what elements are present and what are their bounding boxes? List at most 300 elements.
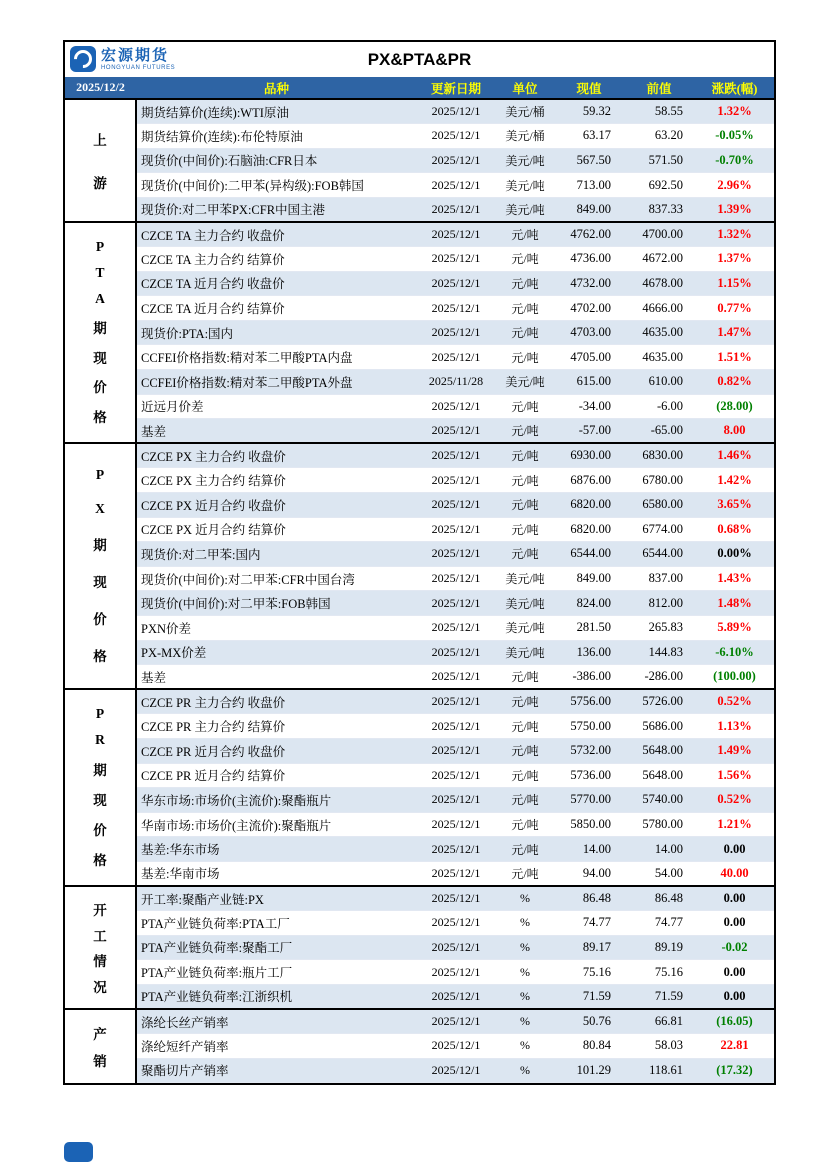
- table-row: [65, 542, 774, 567]
- cell-current: -386.00: [555, 665, 623, 690]
- section-pta: [65, 222, 774, 443]
- cell-previous: -65.00: [623, 419, 695, 444]
- table-row: [65, 763, 774, 788]
- cell-date: 2025/12/1: [417, 124, 495, 149]
- cell-date: 2025/12/1: [417, 812, 495, 837]
- cell-current: 59.32: [555, 99, 623, 124]
- cell-date: 2025/12/1: [417, 148, 495, 173]
- cell-unit: 元/吨: [495, 812, 555, 837]
- cell-date: 2025/12/1: [417, 320, 495, 345]
- cell-unit: 元/吨: [495, 443, 555, 468]
- table-row: [65, 640, 774, 665]
- cell-unit: %: [495, 1034, 555, 1059]
- cell-current: 4732.00: [555, 271, 623, 296]
- cell-unit: 元/吨: [495, 468, 555, 493]
- cell-current: 567.50: [555, 148, 623, 173]
- cell-previous: 4666.00: [623, 296, 695, 321]
- section-label-pr: [65, 689, 136, 886]
- cell-date: 2025/12/1: [417, 689, 495, 714]
- cell-current: 4703.00: [555, 320, 623, 345]
- cell-variety: CCFEI价格指数:精对苯二甲酸PTA外盘: [136, 370, 417, 395]
- cell-previous: 118.61: [623, 1058, 695, 1083]
- cell-unit: 元/吨: [495, 517, 555, 542]
- cell-change: 0.52%: [695, 689, 774, 714]
- cell-current: 5736.00: [555, 763, 623, 788]
- cell-unit: 元/吨: [495, 714, 555, 739]
- cell-variety: 基差: [136, 419, 417, 444]
- cell-variety: CZCE PX 主力合约 结算价: [136, 468, 417, 493]
- cell-current: -57.00: [555, 419, 623, 444]
- cell-previous: 6544.00: [623, 542, 695, 567]
- cell-variety: 近远月价差: [136, 394, 417, 419]
- table-row: [65, 689, 774, 714]
- cell-unit: 美元/桶: [495, 99, 555, 124]
- section-label-operating: [65, 886, 136, 1009]
- table-row: [65, 911, 774, 936]
- table-row: [65, 443, 774, 468]
- cell-current: 5732.00: [555, 738, 623, 763]
- cell-date: 2025/12/1: [417, 591, 495, 616]
- cell-variety: 基差: [136, 665, 417, 690]
- cell-current: 63.17: [555, 124, 623, 149]
- table-row: [65, 1034, 774, 1059]
- cell-variety: CZCE PR 近月合约 收盘价: [136, 738, 417, 763]
- cell-current: 5770.00: [555, 788, 623, 813]
- cell-previous: 571.50: [623, 148, 695, 173]
- cell-previous: 6780.00: [623, 468, 695, 493]
- table-row: [65, 419, 774, 444]
- cell-change: -0.70%: [695, 148, 774, 173]
- cell-unit: 元/吨: [495, 861, 555, 886]
- cell-previous: 58.03: [623, 1034, 695, 1059]
- brand-subtitle: HONGYUAN FUTURES: [101, 64, 176, 71]
- table-row: [65, 1058, 774, 1083]
- cell-variety: 现货价(中间价):石脑油:CFR日本: [136, 148, 417, 173]
- cell-previous: 71.59: [623, 984, 695, 1009]
- cell-change: 5.89%: [695, 615, 774, 640]
- cell-current: 101.29: [555, 1058, 623, 1083]
- cell-previous: 63.20: [623, 124, 695, 149]
- cell-previous: 4672.00: [623, 247, 695, 272]
- cell-date: 2025/12/1: [417, 984, 495, 1009]
- cell-unit: 美元/吨: [495, 148, 555, 173]
- table-row: [65, 591, 774, 616]
- cell-change: 0.00: [695, 886, 774, 911]
- cell-unit: 元/吨: [495, 320, 555, 345]
- cell-previous: 5726.00: [623, 689, 695, 714]
- cell-previous: 4635.00: [623, 345, 695, 370]
- cell-unit: 元/吨: [495, 296, 555, 321]
- section-sales: [65, 1009, 774, 1083]
- cell-unit: 元/吨: [495, 271, 555, 296]
- cell-variety: CZCE TA 近月合约 收盘价: [136, 271, 417, 296]
- cell-change: 0.00: [695, 984, 774, 1009]
- cell-date: 2025/11/28: [417, 370, 495, 395]
- cell-variety: CZCE PR 主力合约 收盘价: [136, 689, 417, 714]
- col-header-current: 现值: [576, 81, 602, 96]
- cell-unit: 元/吨: [495, 689, 555, 714]
- cell-change: 40.00: [695, 861, 774, 886]
- cell-date: 2025/12/1: [417, 296, 495, 321]
- cell-change: (100.00): [695, 665, 774, 690]
- cell-date: 2025/12/1: [417, 714, 495, 739]
- table-row: [65, 148, 774, 173]
- cell-variety: CZCE TA 主力合约 结算价: [136, 247, 417, 272]
- table-row: [65, 493, 774, 518]
- table-row: [65, 271, 774, 296]
- cell-current: 4736.00: [555, 247, 623, 272]
- cell-previous: 5648.00: [623, 738, 695, 763]
- cell-change: 1.39%: [695, 197, 774, 222]
- cell-variety: 基差:华东市场: [136, 837, 417, 862]
- cell-change: 1.43%: [695, 566, 774, 591]
- cell-previous: 6580.00: [623, 493, 695, 518]
- cell-current: 94.00: [555, 861, 623, 886]
- cell-current: 849.00: [555, 566, 623, 591]
- cell-variety: CZCE PR 近月合约 结算价: [136, 763, 417, 788]
- cell-date: 2025/12/1: [417, 468, 495, 493]
- cell-change: 1.32%: [695, 99, 774, 124]
- cell-date: 2025/12/1: [417, 640, 495, 665]
- cell-variety: PTA产业链负荷率:PTA工厂: [136, 911, 417, 936]
- cell-date: 2025/12/1: [417, 247, 495, 272]
- cell-date: 2025/12/1: [417, 665, 495, 690]
- cell-unit: %: [495, 886, 555, 911]
- cell-change: 1.13%: [695, 714, 774, 739]
- table-row: [65, 960, 774, 985]
- cell-previous: 837.33: [623, 197, 695, 222]
- col-header-update-date: 更新日期: [430, 81, 481, 96]
- table-row: [65, 296, 774, 321]
- cell-variety: CZCE PX 近月合约 收盘价: [136, 493, 417, 518]
- cell-previous: 265.83: [623, 615, 695, 640]
- section-label-text: 上 游: [93, 132, 107, 191]
- table-row: [65, 738, 774, 763]
- cell-change: 0.00%: [695, 542, 774, 567]
- cell-previous: -6.00: [623, 394, 695, 419]
- table-row: [65, 468, 774, 493]
- cell-date: 2025/12/1: [417, 271, 495, 296]
- cell-change: 1.42%: [695, 468, 774, 493]
- section-label-text: P X 期 现 价 格: [93, 467, 107, 665]
- cell-variety: CZCE TA 主力合约 收盘价: [136, 222, 417, 247]
- cell-variety: CCFEI价格指数:精对苯二甲酸PTA内盘: [136, 345, 417, 370]
- cell-date: 2025/12/1: [417, 222, 495, 247]
- cell-current: 14.00: [555, 837, 623, 862]
- cell-current: 86.48: [555, 886, 623, 911]
- cell-change: 0.77%: [695, 296, 774, 321]
- cell-unit: 元/吨: [495, 763, 555, 788]
- cell-date: 2025/12/1: [417, 443, 495, 468]
- cell-previous: 144.83: [623, 640, 695, 665]
- cell-current: 6820.00: [555, 493, 623, 518]
- section-upstream: [65, 99, 774, 222]
- col-header-variety: 品种: [263, 81, 289, 96]
- cell-unit: 美元/吨: [495, 370, 555, 395]
- table-row: [65, 320, 774, 345]
- cell-previous: 14.00: [623, 837, 695, 862]
- cell-change: 1.47%: [695, 320, 774, 345]
- table-row: [65, 788, 774, 813]
- cell-current: -34.00: [555, 394, 623, 419]
- cell-change: 2.96%: [695, 173, 774, 198]
- cell-previous: 5780.00: [623, 812, 695, 837]
- cell-unit: 美元/吨: [495, 591, 555, 616]
- cell-change: 0.00: [695, 837, 774, 862]
- section-label-pta: [65, 222, 136, 443]
- table-row: [65, 837, 774, 862]
- table-row: [65, 714, 774, 739]
- cell-current: 5756.00: [555, 689, 623, 714]
- cell-unit: 美元/吨: [495, 173, 555, 198]
- section-label-text: 产 销: [93, 1026, 107, 1069]
- cell-date: 2025/12/1: [417, 99, 495, 124]
- table-row: [65, 197, 774, 222]
- cell-variety: 现货价(中间价):二甲苯(异构级):FOB韩国: [136, 173, 417, 198]
- cell-current: 849.00: [555, 197, 623, 222]
- cell-variety: 华南市场:市场价(主流价):聚酯瓶片: [136, 812, 417, 837]
- cell-unit: %: [495, 935, 555, 960]
- cell-change: 1.51%: [695, 345, 774, 370]
- cell-unit: 元/吨: [495, 837, 555, 862]
- cell-current: 6930.00: [555, 443, 623, 468]
- cell-current: 74.77: [555, 911, 623, 936]
- cell-unit: 美元/桶: [495, 124, 555, 149]
- table-row: [65, 345, 774, 370]
- cell-current: 824.00: [555, 591, 623, 616]
- cell-change: 0.00: [695, 960, 774, 985]
- cell-unit: %: [495, 1009, 555, 1034]
- cell-change: -0.05%: [695, 124, 774, 149]
- table-row: [65, 222, 774, 247]
- cell-date: 2025/12/1: [417, 542, 495, 567]
- cell-current: 71.59: [555, 984, 623, 1009]
- cell-date: 2025/12/1: [417, 197, 495, 222]
- table-header-row: [65, 77, 774, 99]
- cell-previous: 812.00: [623, 591, 695, 616]
- cell-unit: 元/吨: [495, 419, 555, 444]
- cell-previous: 86.48: [623, 886, 695, 911]
- cell-current: 80.84: [555, 1034, 623, 1059]
- cell-change: 1.46%: [695, 443, 774, 468]
- cell-previous: 692.50: [623, 173, 695, 198]
- cell-date: 2025/12/1: [417, 738, 495, 763]
- cell-previous: 58.55: [623, 99, 695, 124]
- cell-previous: 5648.00: [623, 763, 695, 788]
- cell-date: 2025/12/1: [417, 861, 495, 886]
- section-label-text: P R 期 现 价 格: [93, 706, 107, 868]
- cell-current: 50.76: [555, 1009, 623, 1034]
- cell-variety: 开工率:聚酯产业链:PX: [136, 886, 417, 911]
- cell-date: 2025/12/1: [417, 935, 495, 960]
- cell-date: 2025/12/1: [417, 837, 495, 862]
- cell-change: 1.15%: [695, 271, 774, 296]
- cell-previous: 6774.00: [623, 517, 695, 542]
- cell-change: (28.00): [695, 394, 774, 419]
- table-row: [65, 886, 774, 911]
- cell-date: 2025/12/1: [417, 960, 495, 985]
- table-row: [65, 394, 774, 419]
- cell-unit: 元/吨: [495, 542, 555, 567]
- cell-previous: 75.16: [623, 960, 695, 985]
- section-label-text: 开 工 情 况: [93, 902, 107, 996]
- cell-current: 4705.00: [555, 345, 623, 370]
- report-header: [65, 42, 774, 77]
- cell-unit: 元/吨: [495, 345, 555, 370]
- cell-current: 6544.00: [555, 542, 623, 567]
- section-label-sales: [65, 1009, 136, 1083]
- data-table: [65, 77, 774, 1083]
- cell-previous: 4635.00: [623, 320, 695, 345]
- table-row: [65, 935, 774, 960]
- cell-date: 2025/12/1: [417, 1009, 495, 1034]
- cell-current: 6820.00: [555, 517, 623, 542]
- section-label-text: P T A 期 现 价 格: [93, 238, 107, 426]
- cell-date: 2025/12/1: [417, 615, 495, 640]
- cell-variety: 现货价:对二甲苯PX:CFR中国主港: [136, 197, 417, 222]
- table-row: [65, 665, 774, 690]
- table-row: [65, 99, 774, 124]
- cell-unit: 元/吨: [495, 665, 555, 690]
- cell-variety: 现货价(中间价):对二甲苯:FOB韩国: [136, 591, 417, 616]
- cell-date: 2025/12/1: [417, 173, 495, 198]
- cell-date: 2025/12/1: [417, 911, 495, 936]
- next-page-logo-fragment: [64, 1142, 93, 1162]
- cell-unit: %: [495, 1058, 555, 1083]
- cell-date: 2025/12/1: [417, 1058, 495, 1083]
- cell-previous: 4678.00: [623, 271, 695, 296]
- cell-date: 2025/12/1: [417, 419, 495, 444]
- cell-variety: 聚酯切片产销率: [136, 1058, 417, 1083]
- cell-unit: 元/吨: [495, 247, 555, 272]
- cell-previous: 74.77: [623, 911, 695, 936]
- cell-previous: 89.19: [623, 935, 695, 960]
- cell-unit: %: [495, 911, 555, 936]
- cell-previous: 5740.00: [623, 788, 695, 813]
- cell-date: 2025/12/1: [417, 788, 495, 813]
- table-row: [65, 861, 774, 886]
- cell-previous: 610.00: [623, 370, 695, 395]
- cell-change: 1.49%: [695, 738, 774, 763]
- table-row: [65, 124, 774, 149]
- brand-name: 宏源期货: [101, 46, 170, 64]
- cell-change: (17.32): [695, 1058, 774, 1083]
- table-row: [65, 247, 774, 272]
- cell-unit: 元/吨: [495, 493, 555, 518]
- table-row: [65, 566, 774, 591]
- table-head: [65, 77, 774, 99]
- cell-date: 2025/12/1: [417, 1034, 495, 1059]
- cell-change: 0.00: [695, 911, 774, 936]
- cell-current: 75.16: [555, 960, 623, 985]
- report-frame: [63, 40, 776, 1085]
- section-operating: [65, 886, 774, 1009]
- cell-date: 2025/12/1: [417, 517, 495, 542]
- cell-unit: %: [495, 984, 555, 1009]
- cell-unit: 元/吨: [495, 394, 555, 419]
- cell-date: 2025/12/1: [417, 886, 495, 911]
- cell-variety: 现货价:对二甲苯:国内: [136, 542, 417, 567]
- cell-variety: CZCE TA 近月合约 结算价: [136, 296, 417, 321]
- cell-variety: 现货价:PTA:国内: [136, 320, 417, 345]
- table-row: [65, 812, 774, 837]
- cell-change: 3.65%: [695, 493, 774, 518]
- cell-previous: 4700.00: [623, 222, 695, 247]
- cell-previous: 6830.00: [623, 443, 695, 468]
- cell-current: 4762.00: [555, 222, 623, 247]
- cell-unit: 美元/吨: [495, 640, 555, 665]
- cell-change: 1.48%: [695, 591, 774, 616]
- cell-previous: 837.00: [623, 566, 695, 591]
- cell-variety: CZCE PX 主力合约 收盘价: [136, 443, 417, 468]
- cell-date: 2025/12/1: [417, 345, 495, 370]
- cell-current: 4702.00: [555, 296, 623, 321]
- table-row: [65, 1009, 774, 1034]
- cell-unit: 元/吨: [495, 222, 555, 247]
- table-row: [65, 173, 774, 198]
- cell-date: 2025/12/1: [417, 394, 495, 419]
- section-label-upstream: [65, 99, 136, 222]
- cell-unit: 美元/吨: [495, 566, 555, 591]
- cell-variety: 华东市场:市场价(主流价):聚酯瓶片: [136, 788, 417, 813]
- cell-change: (16.05): [695, 1009, 774, 1034]
- cell-unit: 元/吨: [495, 788, 555, 813]
- cell-date: 2025/12/1: [417, 763, 495, 788]
- cell-variety: PTA产业链负荷率:江浙织机: [136, 984, 417, 1009]
- table-row: [65, 984, 774, 1009]
- table-row: [65, 615, 774, 640]
- cell-variety: PTA产业链负荷率:瓶片工厂: [136, 960, 417, 985]
- table-row: [65, 517, 774, 542]
- cell-previous: 66.81: [623, 1009, 695, 1034]
- cell-date: 2025/12/1: [417, 493, 495, 518]
- cell-previous: 54.00: [623, 861, 695, 886]
- cell-variety: 期货结算价(连续):布伦特原油: [136, 124, 417, 149]
- cell-variety: 现货价(中间价):对二甲苯:CFR中国台湾: [136, 566, 417, 591]
- cell-previous: 5686.00: [623, 714, 695, 739]
- cell-current: 6876.00: [555, 468, 623, 493]
- cell-variety: 涤纶长丝产销率: [136, 1009, 417, 1034]
- col-header-previous: 前值: [646, 81, 672, 96]
- cell-change: -6.10%: [695, 640, 774, 665]
- cell-variety: CZCE PR 主力合约 结算价: [136, 714, 417, 739]
- cell-variety: 涤纶短纤产销率: [136, 1034, 417, 1059]
- cell-change: 8.00: [695, 419, 774, 444]
- cell-variety: PTA产业链负荷率:聚酯工厂: [136, 935, 417, 960]
- cell-unit: %: [495, 960, 555, 985]
- cell-unit: 元/吨: [495, 738, 555, 763]
- cell-variety: CZCE PX 近月合约 结算价: [136, 517, 417, 542]
- cell-variety: 期货结算价(连续):WTI原油: [136, 99, 417, 124]
- cell-change: -0.02: [695, 935, 774, 960]
- cell-variety: 基差:华南市场: [136, 861, 417, 886]
- cell-unit: 美元/吨: [495, 197, 555, 222]
- report-title: PX&PTA&PR: [367, 49, 472, 69]
- cell-variety: PXN价差: [136, 615, 417, 640]
- cell-change: 22.81: [695, 1034, 774, 1059]
- cell-current: 281.50: [555, 615, 623, 640]
- section-px: [65, 443, 774, 689]
- table-row: [65, 370, 774, 395]
- col-header-change: 涨跌(幅): [711, 81, 758, 96]
- cell-change: 1.32%: [695, 222, 774, 247]
- cell-date: 2025/12/1: [417, 566, 495, 591]
- cell-change: 1.21%: [695, 812, 774, 837]
- cell-current: 5750.00: [555, 714, 623, 739]
- cell-unit: 美元/吨: [495, 615, 555, 640]
- section-label-px: [65, 443, 136, 689]
- cell-variety: PX-MX价差: [136, 640, 417, 665]
